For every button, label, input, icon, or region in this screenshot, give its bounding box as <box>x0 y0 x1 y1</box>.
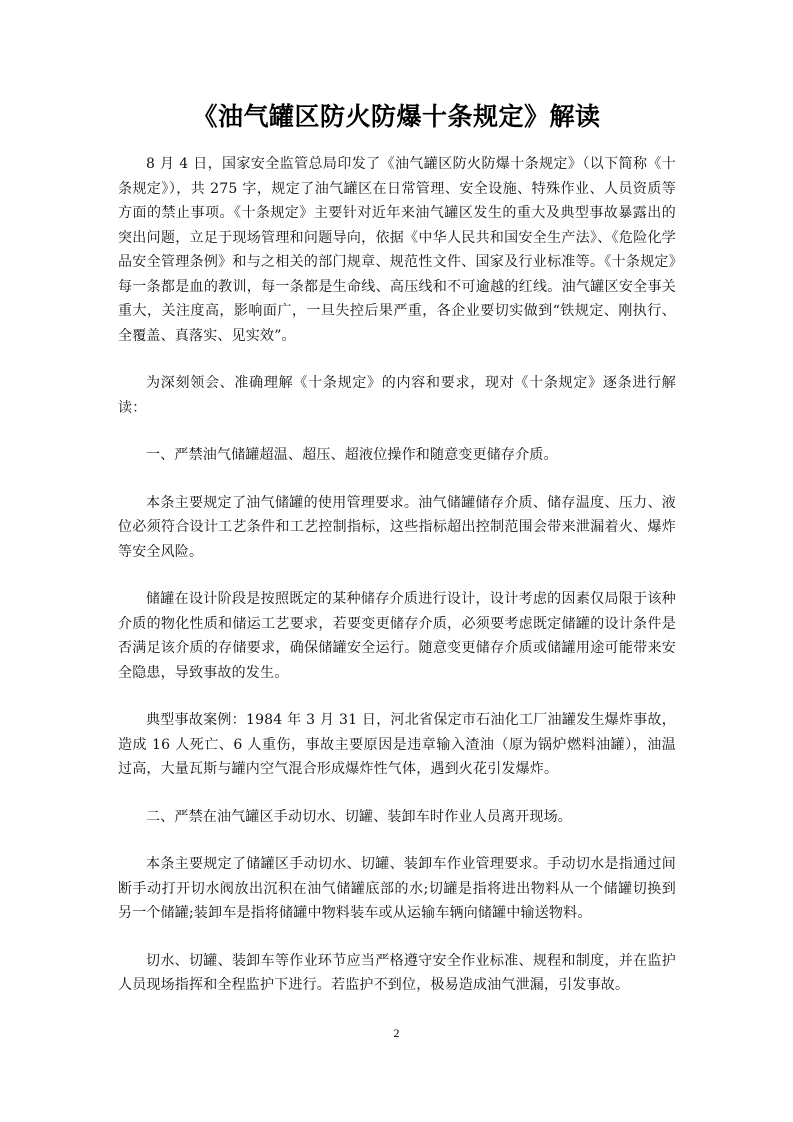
rule-one-case-paragraph: 典型事故案例：1984 年 3 月 31 日，河北省保定市石油化工厂油罐发生爆炸事故，造成 16 人死亡、6 人重伤，事故主要原因是违章输入渣油（原为锅炉燃料油罐），油温过高，大量瓦斯与罐内空气混合形成爆炸性气体，遇到火花引发爆炸。 <box>118 712 676 777</box>
rule-one-design-paragraph: 储罐在设计阶段是按照既定的某种储存介质进行设计，设计考虑的因素仅局限于该种介质的物化性质和储运工艺要求，若要变更储存介质，必须要考虑既定储罐的设计条件是否满足该介质的存储要求，确保储罐安全运行。随意变更储存介质或储罐用途可能带来安全隐患，导致事故的发生。 <box>118 591 676 681</box>
page-number: 2 <box>393 1026 400 1040</box>
document-body <box>118 152 676 1021</box>
rule-two-explanation-paragraph: 本条主要规定了储罐区手动切水、切罐、装卸车作业管理要求。手动切水是指通过间断手动打开切水阀放出沉积在油气储罐底部的水;切罐是指将进出物料从一个储罐切换到另一个储罐;装卸车是指将储罐中物料装车或从运输车辆向储罐中输送物料。 <box>118 856 676 921</box>
rule-one-explanation-paragraph: 本条主要规定了油气储罐的使用管理要求。油气储罐储存介质、储存温度、压力、液位必须符合设计工艺条件和工艺控制指标，这些指标超出控制范围会带来泄漏着火、爆炸等安全风险。 <box>118 494 676 560</box>
rule-two-heading: 二、严禁在油气罐区手动切水、切罐、装卸车时作业人员离开现场。 <box>146 808 572 825</box>
intro-paragraph: 8 月 4 日，国家安全监管总局印发了《油气罐区防火防爆十条规定》（以下简称《十条规定》），共 275 字，规定了油气罐区在日常管理、安全设施、特殊作业、人员资质等方面的禁止事项。《十条规定》主要针对近年来油气罐区发生的重大及典型事故暴露出的突出问题，立足于现场管理和问题导向，依据《中华人民共和国安全生产法》、《危险化学品安全管理条例》和与之相关的部门规章、规范性文件、国家及行业标准等。《十条规定》每一条都是血的教训，每一条都是生命线、高压线和不可逾越的红线。油气罐区安全事关重大，关注度高，影响面广，一旦失控后果严重，各企业要切实做到“铁规定、刚执行、全覆盖、真落实、见实效”。 <box>118 156 676 344</box>
rule-one-heading: 一、严禁油气储罐超温、超压、超液位操作和随意变更储存介质。 <box>146 447 558 463</box>
interpretation-lead-paragraph: 为深刻领会、准确理解《十条规定》的内容和要求，现对《十条规定》逐条进行解读： <box>118 375 676 416</box>
page-title: 《油气罐区防火防爆十条规定》解读 <box>192 102 601 131</box>
rule-two-supervision-paragraph: 切水、切罐、装卸车等作业环节应当严格遵守安全作业标准、规程和制度，并在监护人员现场指挥和全程监护下进行。若监护不到位，极易造成油气泄漏，引发事故。 <box>118 952 676 993</box>
